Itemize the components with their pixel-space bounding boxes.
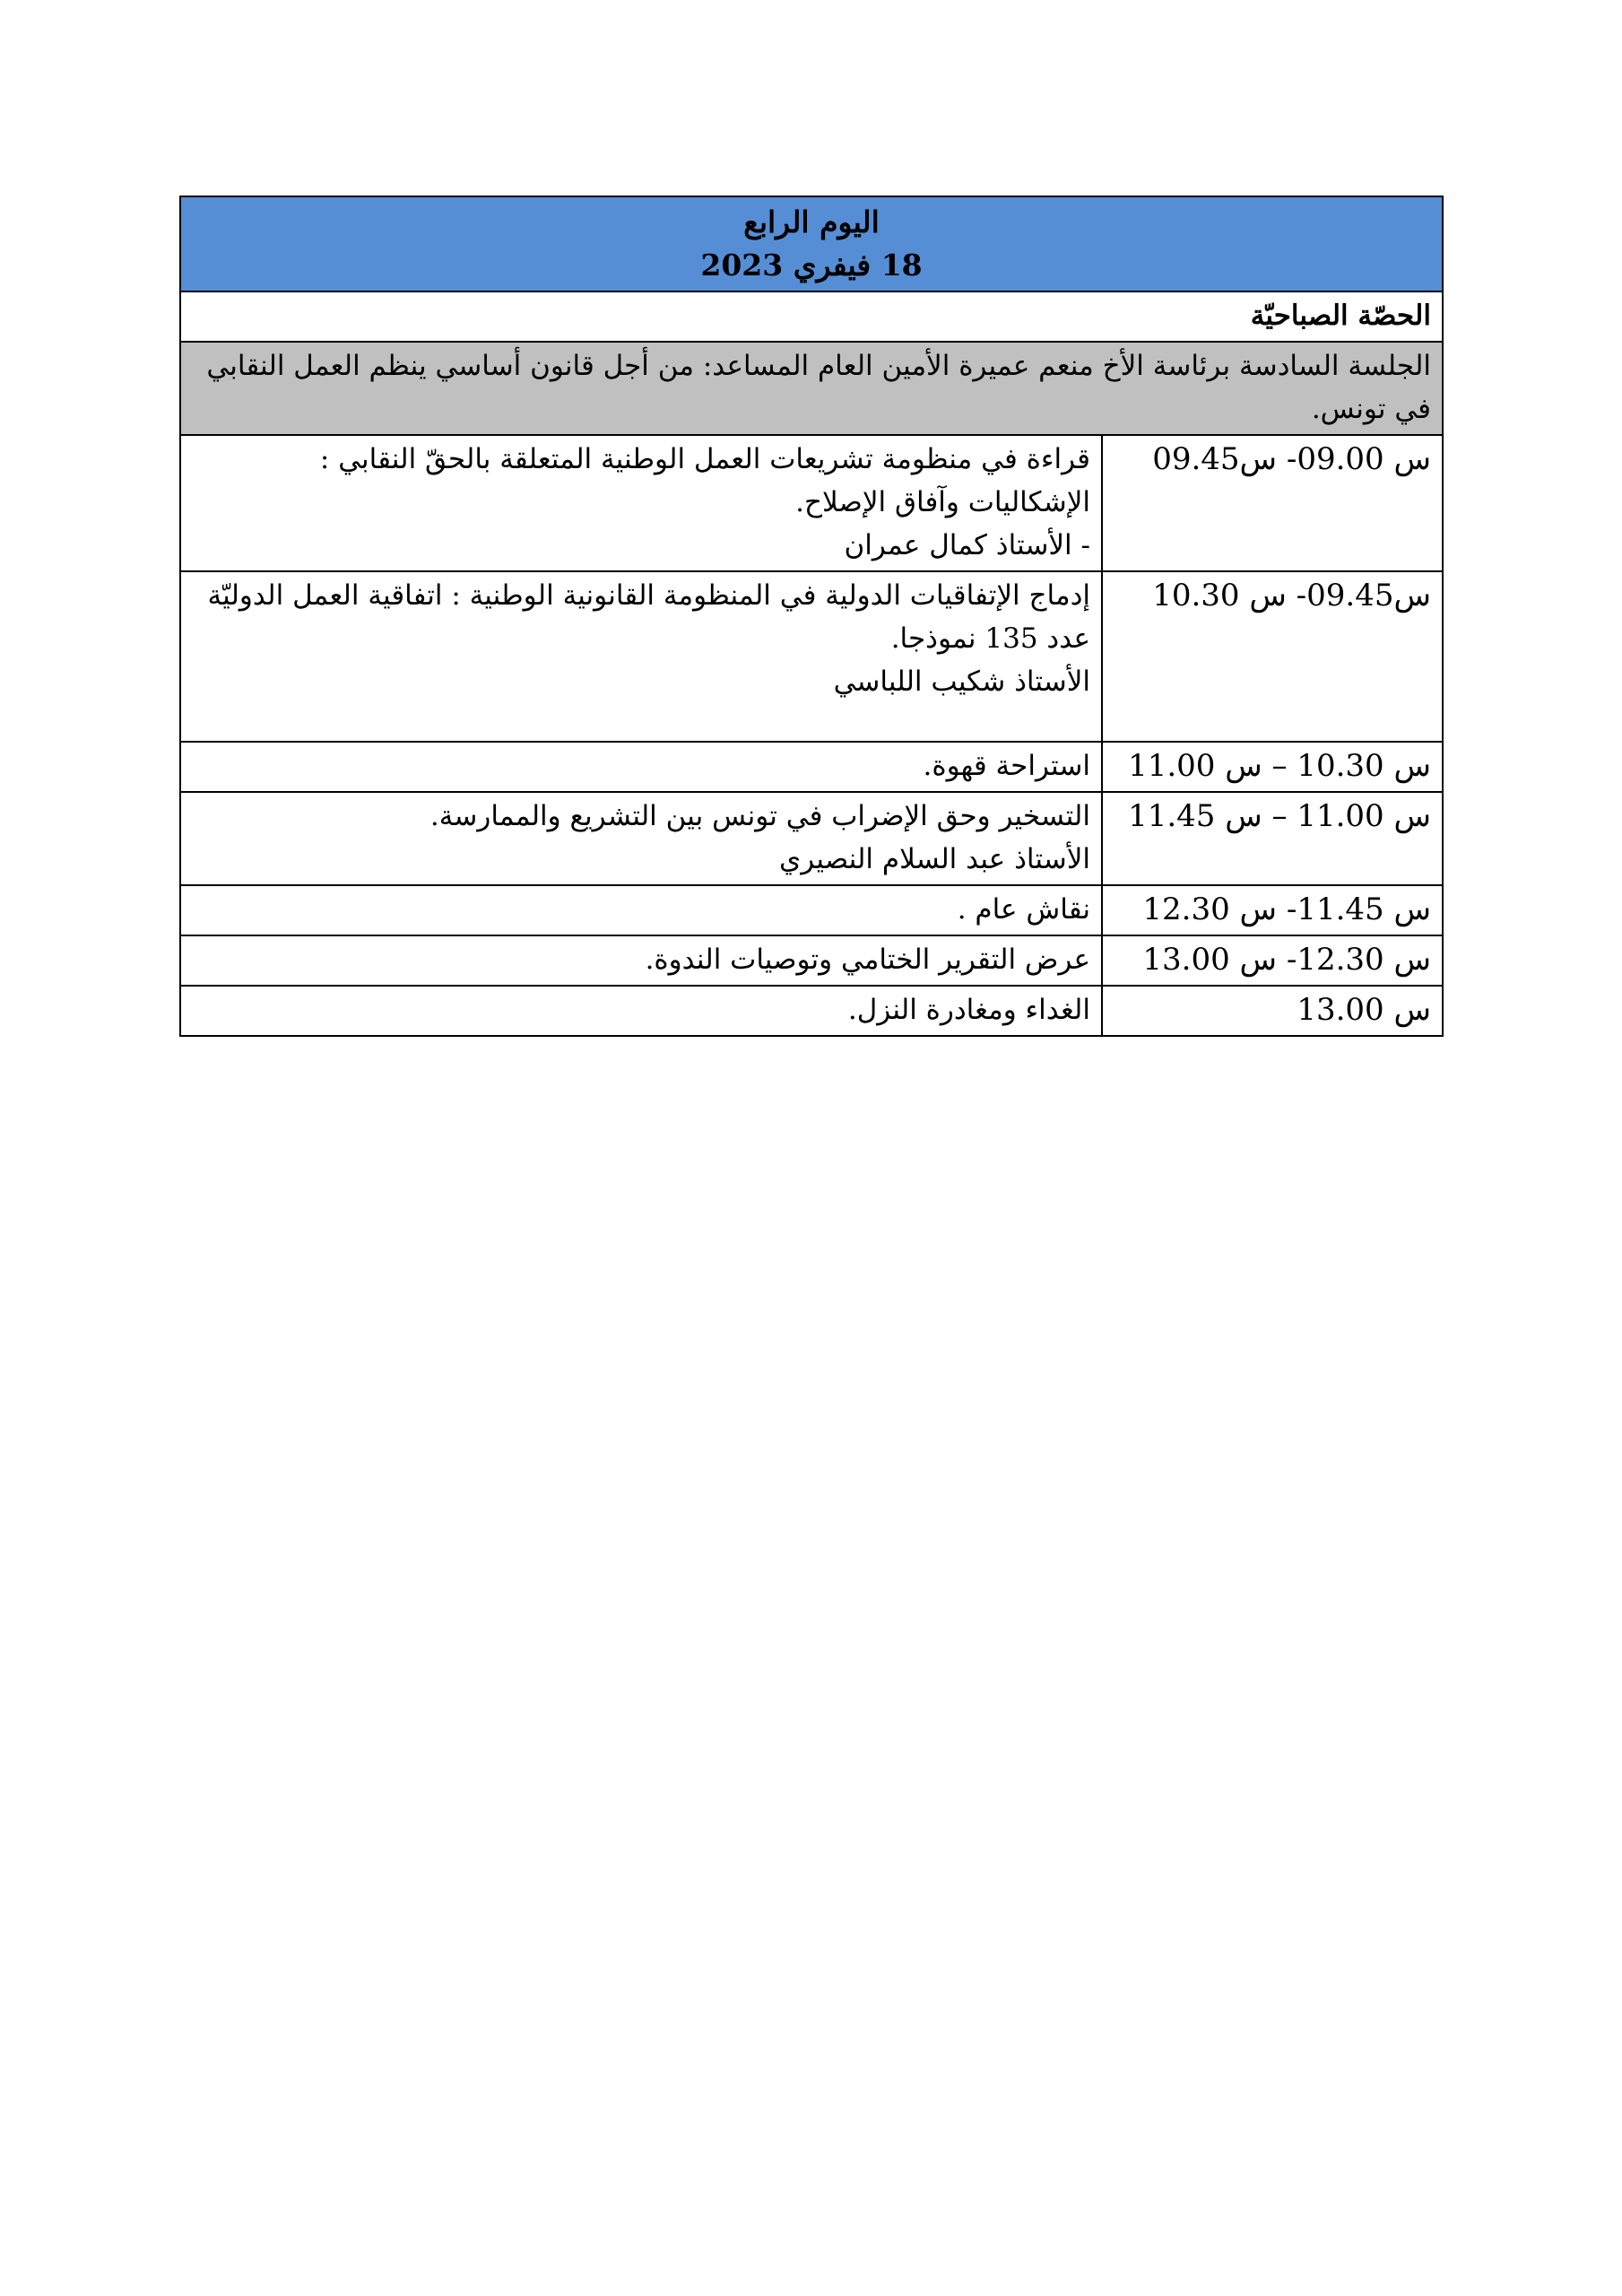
activity-line: الأستاذ عبد السلام النصيري xyxy=(779,843,1090,875)
table-row xyxy=(180,986,1443,1036)
activity-cell xyxy=(180,792,1102,885)
table-row xyxy=(180,571,1443,742)
sitting-row xyxy=(180,342,1443,435)
time-cell: س 11.45- س 12.30 xyxy=(1102,885,1443,935)
sitting-title: الجلسة السادسة برئاسة الأخ منعم عميرة الأمين العام المساعد: من أجل قانون أساسي ينظم العمل النقابي في تونس. xyxy=(180,342,1443,435)
table-row xyxy=(180,885,1443,935)
activity-line: قراءة في منظومة تشريعات العمل الوطنية المتعلقة بالحقّ النقابي : xyxy=(319,443,1090,475)
activity-line: التسخير وحق الإضراب في تونس بين التشريع والممارسة. xyxy=(429,800,1090,832)
activity-cell xyxy=(180,435,1102,571)
activity-line: الأستاذ شكيب اللباسي xyxy=(833,665,1090,698)
title-row xyxy=(180,196,1443,291)
activity-line: الغداء ومغادرة النزل. xyxy=(847,994,1090,1026)
table-row xyxy=(180,435,1443,571)
table-row xyxy=(180,935,1443,986)
table-row xyxy=(180,742,1443,792)
time-cell: س 10.30 – س 11.00 xyxy=(1102,742,1443,792)
session-row xyxy=(180,291,1443,342)
day-title: اليوم الرابع xyxy=(743,204,880,239)
date-title: 18 فيفري 2023 xyxy=(700,248,923,283)
activity-line: الإشكاليات وآفاق الإصلاح. xyxy=(795,486,1090,518)
session-label: الحصّة الصباحيّة xyxy=(180,291,1443,342)
activity-cell xyxy=(180,742,1102,792)
table-row xyxy=(180,792,1443,885)
time-cell: س 11.00 – س 11.45 xyxy=(1102,792,1443,885)
schedule-table xyxy=(179,196,1444,1037)
time-cell: س09.45- س 10.30 xyxy=(1102,571,1443,742)
activity-cell xyxy=(180,986,1102,1036)
activity-line: إدماج الإتفاقيات الدولية في المنظومة القانونية الوطنية : اتفاقية العمل الدوليّة عدد 135 نموذجا. xyxy=(207,579,1090,655)
activity-cell xyxy=(180,885,1102,935)
time-cell: س 09.00- س09.45 xyxy=(1102,435,1443,571)
activity-cell xyxy=(180,571,1102,742)
activity-line: استراحة قهوة. xyxy=(923,750,1090,782)
activity-line: نقاش عام . xyxy=(957,893,1090,926)
time-cell: س 13.00 xyxy=(1102,986,1443,1036)
activity-cell xyxy=(180,935,1102,986)
time-cell: س 12.30- س 13.00 xyxy=(1102,935,1443,986)
activity-line: عرض التقرير الختامي وتوصيات الندوة. xyxy=(645,944,1090,976)
activity-line: - الأستاذ كمال عمران xyxy=(844,529,1090,561)
title-cell xyxy=(180,196,1443,291)
